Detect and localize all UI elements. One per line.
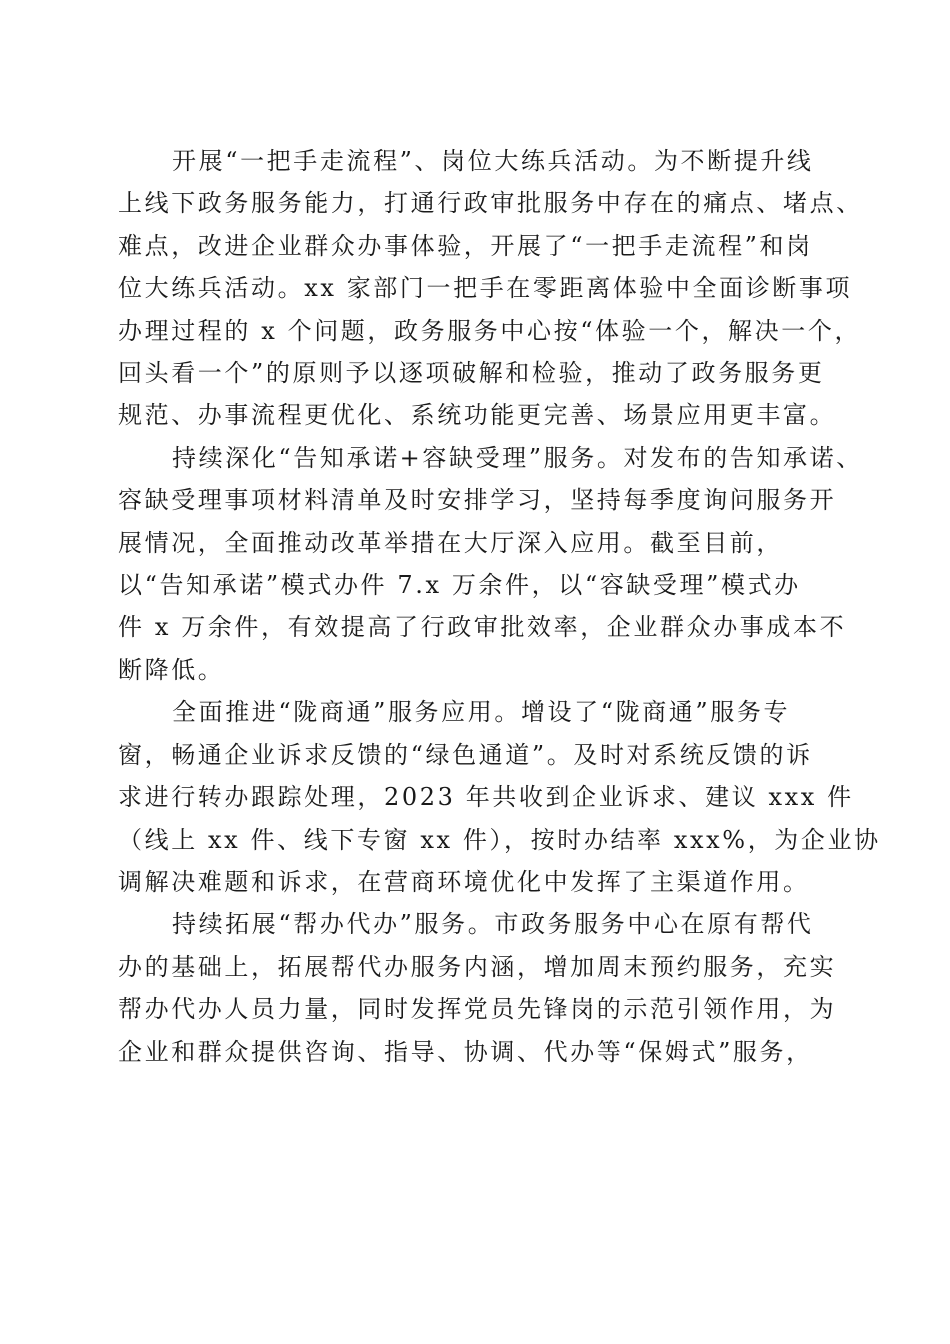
text-line: 件 x 万余件，有效提高了行政审批效率，企业群众办事成本不 xyxy=(118,613,847,642)
text-line: 以“告知承诺”模式办件 7.x 万余件，以“容缺受理”模式办 xyxy=(118,571,801,600)
paragraph-notification-commitment xyxy=(118,437,863,691)
text-line: 容缺受理事项材料清单及时安排学习，坚持每季度询问服务开 xyxy=(118,486,837,515)
text-line: 持续拓展“帮办代办”服务。市政务服务中心在原有帮代 xyxy=(172,910,814,939)
text-line: 企业和群众提供咨询、指导、协调、代办等“保姆式”服务， xyxy=(118,1037,813,1066)
document-body xyxy=(118,140,881,1073)
text-line: 难点，改进企业群众办事体验，开展了“一把手走流程”和岗 xyxy=(118,231,813,260)
paragraph-one-handed-leader-process xyxy=(118,140,863,437)
paragraph-longshangtong-service xyxy=(118,691,881,903)
text-line: 调解决难题和诉求，在营商环境优化中发挥了主渠道作用。 xyxy=(118,867,810,896)
text-line: 规范、办事流程更优化、系统功能更完善、场景应用更丰富。 xyxy=(118,401,837,430)
text-line: 断降低。 xyxy=(118,655,225,684)
text-line: 持续深化“告知承诺+容缺受理”服务。对发布的告知承诺、 xyxy=(172,443,863,472)
text-line: 开展“一把手走流程”、岗位大练兵活动。为不断提升线 xyxy=(172,147,814,175)
text-line: 窗，畅通企业诉求反馈的“绿色通道”。及时对系统反馈的诉 xyxy=(118,740,813,769)
text-line: 办理过程的 x 个问题，政务服务中心按“体验一个，解决一个， xyxy=(118,316,862,345)
text-line: 回头看一个”的原则予以逐项破解和检验，推动了政务服务更 xyxy=(118,359,825,388)
text-line: 帮办代办人员力量，同时发挥党员先锋岗的示范引领作用，为 xyxy=(118,995,837,1024)
text-line: 求进行转办跟踪处理，2023 年共收到企业诉求、建议 xxx 件 xyxy=(118,783,854,812)
text-line: 全面推进“陇商通”服务应用。增设了“陇商通”服务专 xyxy=(172,698,791,727)
text-line: 位大练兵活动。xx 家部门一把手在零距离体验中全面诊断事项 xyxy=(118,274,853,303)
text-line: （线上 xx 件、线下专窗 xx 件），按时办结率 xxx%，为企业协 xyxy=(118,825,881,854)
text-line: 上线下政务服务能力，打通行政审批服务中存在的痛点、堵点、 xyxy=(118,189,863,218)
text-line: 展情况，全面推动改革举措在大厅深入应用。截至目前， xyxy=(118,528,783,557)
text-line: 办的基础上，拓展帮代办服务内涵，增加周末预约服务，充实 xyxy=(118,952,837,981)
paragraph-assisted-agency-service xyxy=(118,903,837,1073)
